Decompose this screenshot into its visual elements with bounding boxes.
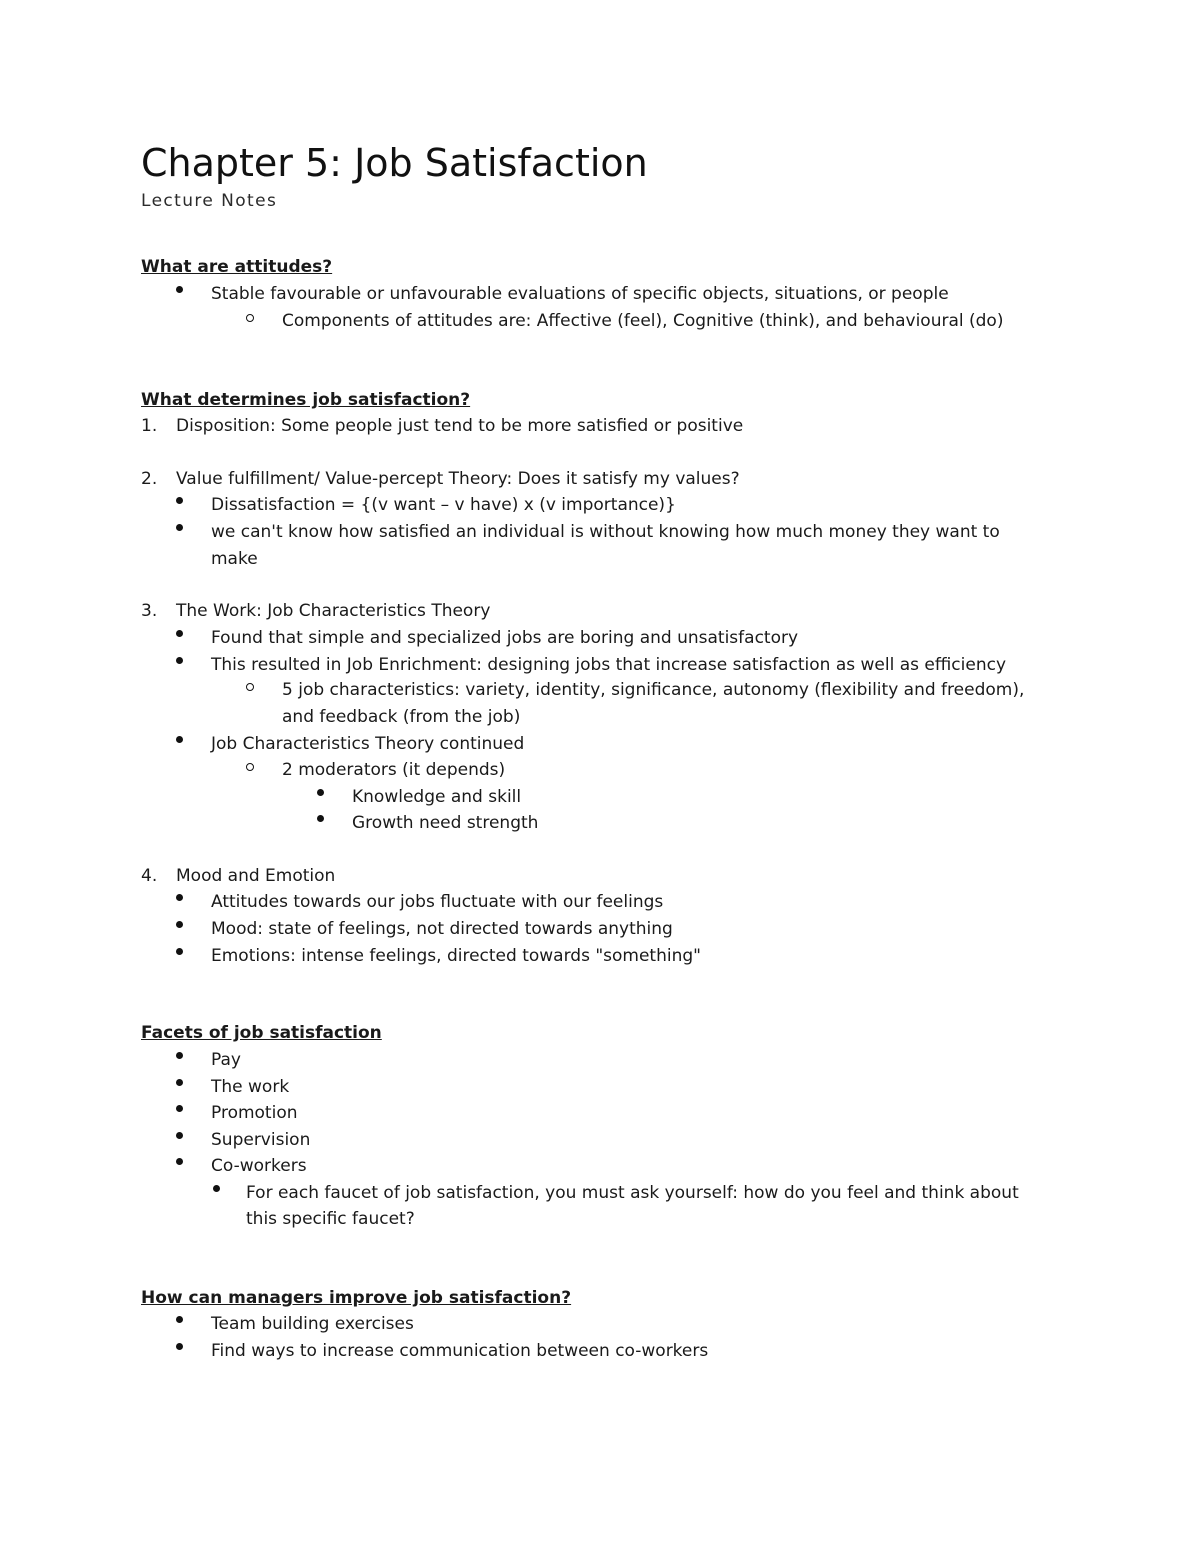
list-item: Disposition: Some people just tend to be more satisfied or positive: [176, 416, 744, 436]
list-item: we can't know how satisfied an individual is without knowing how much money they want to: [211, 522, 1000, 542]
list-item-continuation: make: [211, 549, 258, 569]
list-item: Find ways to increase communication between co-workers: [211, 1341, 709, 1361]
bullet-dot-icon: [176, 894, 183, 901]
list-item: Mood: state of feelings, not directed towards anything: [211, 919, 673, 939]
bullet-dot-icon: [176, 630, 183, 637]
bullet-dot-icon: [176, 948, 183, 955]
heading-job-satisfaction-determinants: What determines job satisfaction?: [141, 390, 471, 410]
bullet-circle-icon: [246, 314, 254, 322]
list-item: Mood and Emotion: [176, 866, 336, 886]
list-number: 3.: [141, 601, 158, 621]
list-item: This resulted in Job Enrichment: designing jobs that increase satisfaction as well as efficiency: [211, 655, 1006, 675]
bullet-circle-icon: [246, 683, 254, 691]
list-item: Stable favourable or unfavourable evaluations of specific objects, situations, or people: [211, 284, 949, 304]
list-item: The Work: Job Characteristics Theory: [176, 601, 491, 621]
bullet-dot-icon: [317, 789, 324, 796]
list-item: Promotion: [211, 1103, 298, 1123]
bullet-dot-icon: [176, 1316, 183, 1323]
bullet-dot-icon: [176, 524, 183, 531]
bullet-dot-icon: [176, 1343, 183, 1350]
bullet-dot-icon: [317, 815, 324, 822]
bullet-dot-icon: [176, 1079, 183, 1086]
list-item: Components of attitudes are: Affective (feel), Cognitive (think), and behavioural (do): [282, 311, 1004, 331]
list-item: Supervision: [211, 1130, 311, 1150]
heading-facets: Facets of job satisfaction: [141, 1023, 382, 1043]
bullet-dot-icon: [176, 286, 183, 293]
bullet-dot-icon: [176, 736, 183, 743]
list-item: 2 moderators (it depends): [282, 760, 506, 780]
page-subtitle: Lecture Notes: [141, 191, 278, 211]
page-title: Chapter 5: Job Satisfaction: [141, 141, 648, 185]
bullet-dot-icon: [176, 1105, 183, 1112]
bullet-dot-icon: [176, 657, 183, 664]
list-item: The work: [211, 1077, 290, 1097]
list-item-continuation: this specific faucet?: [246, 1209, 415, 1229]
list-item: Pay: [211, 1050, 241, 1070]
list-item: Team building exercises: [211, 1314, 414, 1334]
list-item: Knowledge and skill: [352, 787, 522, 807]
heading-managers: How can managers improve job satisfaction?: [141, 1288, 572, 1308]
heading-attitudes: What are attitudes?: [141, 257, 333, 277]
list-item: For each faucet of job satisfaction, you must ask yourself: how do you feel and think about: [246, 1183, 1019, 1203]
list-item: Co-workers: [211, 1156, 307, 1176]
list-item: Found that simple and specialized jobs are boring and unsatisfactory: [211, 628, 799, 648]
bullet-circle-icon: [246, 763, 254, 771]
list-number: 2.: [141, 469, 158, 489]
bullet-dot-icon: [176, 1132, 183, 1139]
list-number: 4.: [141, 866, 158, 886]
list-item: 5 job characteristics: variety, identity, significance, autonomy (flexibility and freedom),: [282, 680, 1025, 700]
bullet-dot-icon: [176, 497, 183, 504]
list-item-continuation: and feedback (from the job): [282, 707, 521, 727]
bullet-dot-icon: [176, 1052, 183, 1059]
list-item: Emotions: intense feelings, directed towards "something": [211, 946, 701, 966]
list-item: Job Characteristics Theory continued: [211, 734, 525, 754]
bullet-dot-icon: [213, 1185, 220, 1192]
list-item: Attitudes towards our jobs fluctuate with our feelings: [211, 892, 664, 912]
list-item: Value fulfillment/ Value-percept Theory: Does it satisfy my values?: [176, 469, 740, 489]
bullet-dot-icon: [176, 921, 183, 928]
list-item: Growth need strength: [352, 813, 539, 833]
list-item: Dissatisfaction = {(v want – v have) x (v importance)}: [211, 495, 676, 515]
bullet-dot-icon: [176, 1158, 183, 1165]
list-number: 1.: [141, 416, 158, 436]
